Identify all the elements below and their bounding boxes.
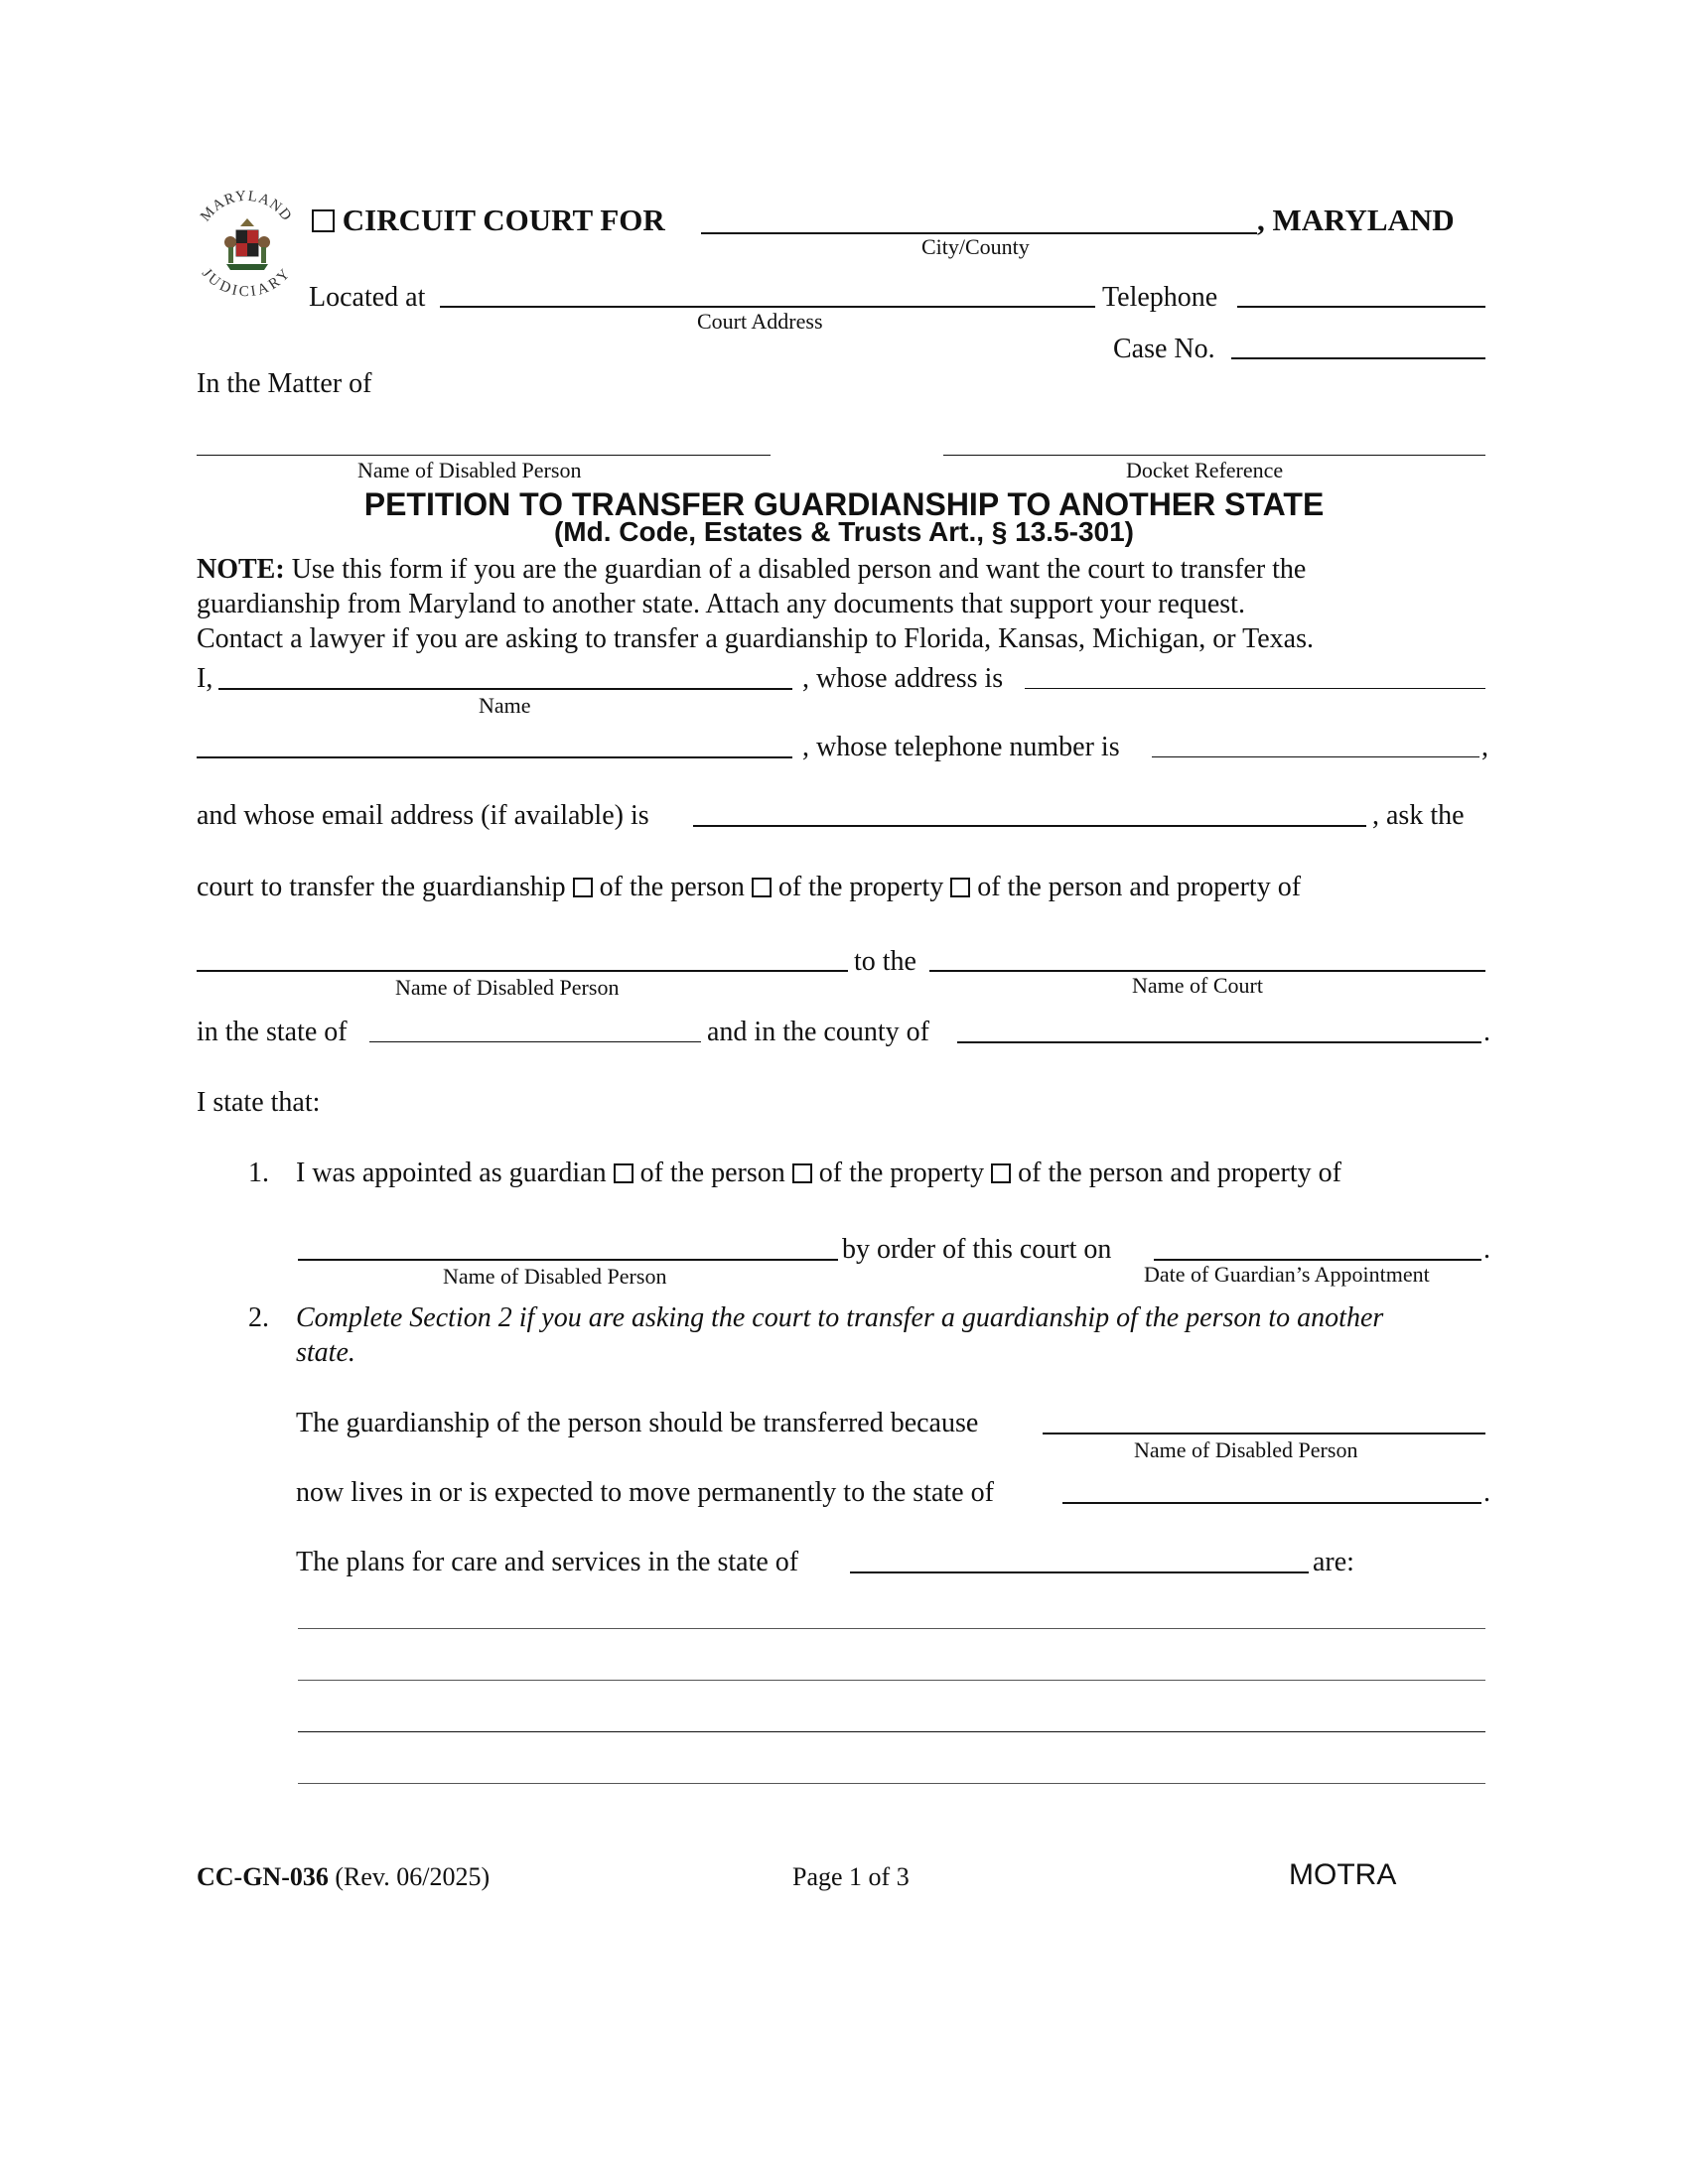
appointment-date-caption: Date of Guardian’s Appointment [1144,1262,1430,1287]
because-disabled-person-field[interactable] [1043,1433,1485,1434]
transfer-property-checkbox[interactable] [752,878,772,897]
item-1-number: 1. [248,1158,269,1188]
transfer-property-label: of the property [777,872,944,902]
appointed-both-checkbox[interactable] [991,1163,1011,1183]
transfer-county-field[interactable] [957,1041,1481,1043]
are-label: are: [1313,1547,1354,1577]
i-label: I, [197,663,213,694]
note-text-1: Use this form if you are the guardian of a disabled person and want the court to transfer the [284,554,1307,585]
note-label: NOTE: [197,554,285,585]
seal-bottom-text: JUDICIARY [198,265,294,301]
plans-label: The plans for care and services in the state of [296,1547,799,1577]
petitioner-email-field[interactable] [693,825,1366,827]
to-the-label: to the [854,946,916,977]
case-no-label: Case No. [1113,334,1215,364]
in-state-label: in the state of [197,1017,348,1047]
plans-line[interactable] [298,1628,1485,1629]
i-state-that: I state that: [197,1087,321,1118]
transfer-both-label: of the person and property of [977,872,1302,902]
email-label: and whose email address (if available) is [197,800,649,831]
appointed-property-checkbox[interactable] [792,1163,812,1183]
court-address-field[interactable] [440,306,1095,308]
in-county-label: and in the county of [707,1017,929,1047]
footer-page-number: Page 1 of 3 [792,1862,910,1891]
transfer-state-field[interactable] [369,1041,701,1042]
new-state-field[interactable] [1062,1502,1481,1504]
transfer-disabled-person-field[interactable] [197,970,848,972]
disabled-person-caption: Name of Disabled Person [357,458,582,482]
appointed-label: I was appointed as guardian [296,1158,607,1188]
footer-form-id [197,1864,490,1890]
court-name-caption: Name of Court [1132,973,1263,998]
item-2-instruction-1: Complete Section 2 if you are asking the court to transfer a guardianship of the person to another [296,1302,1384,1333]
telephone-label: Telephone [1102,282,1218,313]
seal-top-text: MARYLAND [198,188,295,225]
disabled-person-name-field[interactable] [197,455,771,456]
maryland-suffix: , MARYLAND [1257,203,1455,237]
telephone-field[interactable] [1237,306,1485,308]
petitioner-address-field[interactable] [1025,688,1485,689]
appointment-period: . [1483,1234,1490,1265]
whose-address-label: , whose address is [802,663,1004,694]
phone-comma: , [1481,732,1488,762]
item-2-instruction-2: state. [296,1337,355,1368]
located-at-label: Located at [309,282,426,313]
name-caption: Name [479,693,531,718]
svg-text:JUDICIARY [199,266,294,301]
plans-line[interactable] [298,1783,1485,1784]
petitioner-address-continued-field[interactable] [197,756,792,758]
in-the-matter-of: In the Matter of [197,368,372,399]
whose-phone-label: , whose telephone number is [802,732,1120,762]
transfer-person-checkbox[interactable] [573,878,593,897]
transfer-options-line [197,874,1301,901]
plans-line[interactable] [298,1680,1485,1681]
form-id: CC-GN-036 [197,1862,329,1891]
because-disabled-caption: Name of Disabled Person [1134,1437,1358,1462]
appointment-date-field[interactable] [1154,1259,1481,1261]
note-line-3: Contact a lawyer if you are asking to transfer a guardianship to Florida, Kansas, Michigan, or Texas. [197,623,1314,654]
plans-line[interactable] [298,1731,1485,1732]
note-line-1 [197,556,1306,584]
ask-the-label: , ask the [1372,800,1465,831]
transfer-disabled-caption: Name of Disabled Person [395,975,620,1000]
transferred-because-label: The guardianship of the person should be transferred because [296,1408,979,1438]
court-heading [312,205,665,235]
footer-code: MOTRA [1289,1858,1397,1891]
plans-state-field[interactable] [850,1571,1309,1573]
now-lives-label: now lives in or is expected to move permanently to the state of [296,1477,994,1508]
petitioner-phone-field[interactable] [1152,756,1479,757]
county-period: . [1483,1017,1490,1047]
form-title: PETITION TO TRANSFER GUARDIANSHIP TO ANOTHER STATE [363,486,1325,522]
form-revision: (Rev. 06/2025) [328,1862,491,1891]
appointed-both-label: of the person and property of [1018,1158,1341,1188]
item-1-line [296,1160,1341,1187]
appointed-person-checkbox[interactable] [614,1163,633,1183]
circuit-court-checkbox[interactable] [312,209,335,232]
transfer-both-checkbox[interactable] [950,878,970,897]
form-subtitle: (Md. Code, Estates & Trusts Art., § 13.5-301) [553,516,1135,547]
item-2-number: 2. [248,1302,269,1333]
case-no-field[interactable] [1231,357,1485,359]
transfer-person-label: of the person [599,872,745,902]
city-county-caption: City/County [921,234,1030,259]
docket-reference-field[interactable] [943,455,1485,456]
appointed-disabled-person-field[interactable] [298,1259,838,1261]
docket-reference-caption: Docket Reference [1126,458,1284,482]
new-state-period: . [1483,1477,1490,1508]
petitioner-name-field[interactable] [218,688,792,690]
appointed-disabled-caption: Name of Disabled Person [443,1264,667,1289]
by-order-label: by order of this court on [842,1234,1112,1265]
court-address-caption: Court Address [697,309,823,334]
note-line-2: guardianship from Maryland to another state. Attach any documents that support your request. [197,589,1245,619]
svg-text:MARYLAND [198,189,295,225]
appointed-person-label: of the person [639,1158,785,1188]
court-transfer-label: court to transfer the guardianship [197,872,566,902]
appointed-property-label: of the property [818,1158,985,1188]
maryland-judiciary-seal [191,185,302,314]
circuit-court-label: CIRCUIT COURT FOR [342,203,665,237]
transfer-court-name-field[interactable] [929,970,1485,972]
